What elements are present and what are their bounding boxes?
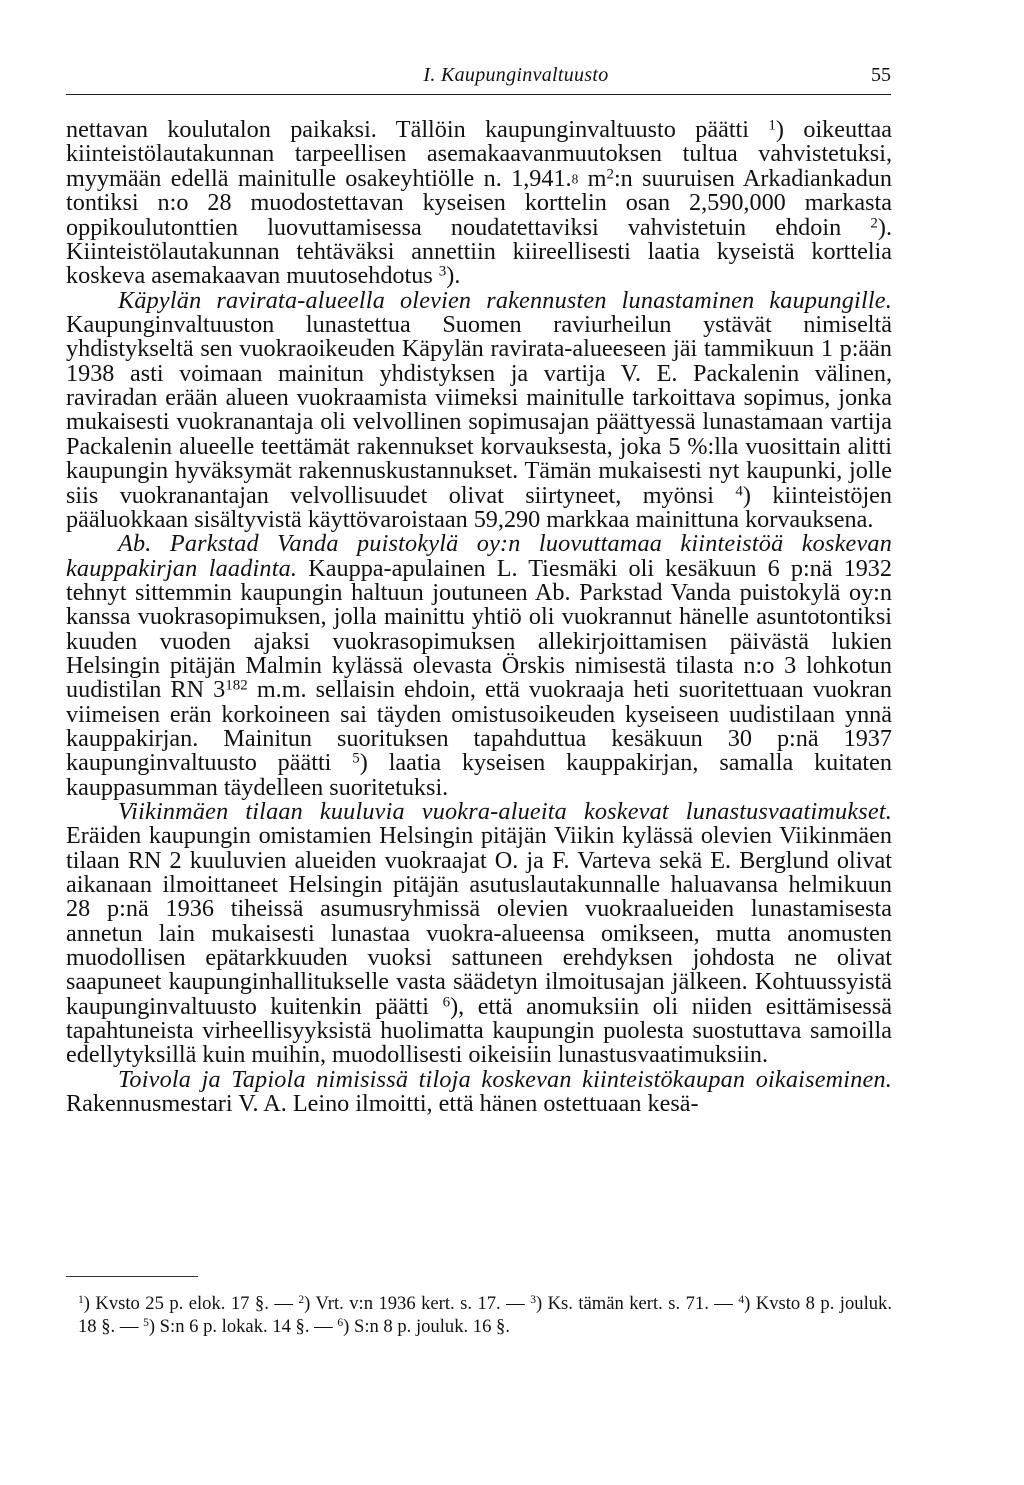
paragraph-viikinmaki bbox=[66, 797, 892, 1069]
text-run: ) laatia kyseisen kauppakirjan, samalla kuitaten kauppasumman täydelleen suoritetuksi. bbox=[66, 749, 892, 801]
text-run: nettavan koulutalon paikaksi. Tällöin kaupunginvaltuusto päätti bbox=[66, 116, 769, 143]
section-heading: Käpylän ravirata-alueella olevien rakennusten lunastaminen kaupungille. bbox=[118, 286, 892, 314]
section-heading: Viikinmäen tilaan kuuluvia vuokra-alueita koskevat lunastusvaatimukset. bbox=[118, 797, 892, 825]
footnote-ref: 2 bbox=[870, 215, 878, 232]
text-run: :n suuruisen Arkadiankadun tontiksi n:o 28 muodostettavan kyseisen korttelin osan 2,590,000 markasta oppikoulutonttien luovuttamisessa noudatettaviksi vahvistetuin ehdoin bbox=[66, 164, 892, 241]
footnote-text: ) S:n 6 p. lokak. 14 §. — bbox=[148, 1316, 338, 1337]
footnote-text: ) Ks. tämän kert. s. 71. — bbox=[535, 1293, 739, 1314]
footnote-marker: 3 bbox=[530, 1294, 536, 1307]
text-run: ), että anomuksiin oli niiden esittämisessä tapahtuneista virheellisyyksistä huolimatta kaupungin puolesta suostuttava samoilla edellytyksillä kuin muihin, muodollisesti oikeisiin lunastusvaatimuksiin. bbox=[66, 992, 892, 1069]
text-run: m bbox=[578, 164, 607, 192]
footnote-divider bbox=[66, 1276, 198, 1277]
text-run: Kauppa-apulainen L. Tiesmäki oli kesäkuun 6 p:nä 1932 tehnyt sittemmin kaupungin haltuun joutuneen Ab. Parkstad Vanda puistokylä oy:n kanssa vuokrasopimuksen, jolla mainittu yhtiö oli vuokrannut hänelle asuntotontiksi kuuden vuoden ajaksi vuokrasopimuksen allekirjoittamisen päivästä lukien Helsingin pitäjän Malmin kylässä olevasta Örskis nimisestä tilasta n:o 3 lohkotun uudistilan RN 3 bbox=[66, 554, 892, 704]
page-number: 55 bbox=[871, 64, 891, 86]
footnote-marker: 1 bbox=[78, 1294, 84, 1307]
footnote-ref: 5 bbox=[352, 750, 360, 767]
footnote-marker: 4 bbox=[738, 1294, 745, 1307]
section-heading: Ab. Parkstad Vanda puistokylä oy:n luovuttamaa kiinteistöä koskevan kauppakirjan laadinta. bbox=[66, 530, 892, 582]
paragraph-parkstad-vanda bbox=[66, 532, 892, 800]
running-title: I. Kaupunginvaltuusto bbox=[423, 64, 609, 86]
footnote-text: ) Vrt. v:n 1936 kert. s. 17. — bbox=[304, 1293, 531, 1314]
property-number: 182 bbox=[225, 677, 248, 694]
text-run: ). bbox=[446, 262, 461, 290]
text-run: ) kiinteistöjen pääluokkaan sisältyvistä käyttövaroistaan 59,290 markkaa mainittuna korvauksena. bbox=[66, 481, 892, 533]
footnote-text: ) S:n 8 p. jouluk. 16 §. bbox=[343, 1316, 510, 1337]
footnote-ref: 3 bbox=[438, 263, 447, 280]
footnote-marker: 2 bbox=[298, 1294, 305, 1307]
text-run: ). Kiinteistölautakunnan tehtäväksi annettiin kiireellisesti laatia kyseistä korttelia koskeva asemakaavan muutosehdotus bbox=[66, 213, 892, 290]
footnote-text: ) Kvsto 25 p. elok. 17 §. — bbox=[83, 1293, 299, 1314]
text-run: m.m. sellaisin ehdoin, että vuokraaja heti suoritettuaan vuokran viimeisen erän korkoineen sai täyden omistusoikeuden kyseiseen uudistilaan ynnä kauppakirjan. Mainitun suorituksen tapahduttua kesäkuun 30 p:nä 1937 kaupunginvaltuusto päätti bbox=[66, 676, 892, 777]
footnote-ref: 6 bbox=[442, 994, 451, 1011]
page-header bbox=[66, 60, 891, 95]
exponent: 2 bbox=[606, 166, 614, 183]
footnote-block bbox=[78, 1292, 892, 1338]
section-heading: Toivola ja Tapiola nimisissä tiloja koskevan kiinteistökaupan oikaiseminen. bbox=[118, 1065, 892, 1093]
paragraph-kapyla-racetrack bbox=[66, 286, 892, 533]
footnote-marker: 6 bbox=[337, 1317, 344, 1330]
footnotes bbox=[78, 1292, 892, 1338]
text-run: Rakennusmestari V. A. Leino ilmoitti, että hänen ostettuaan kesä- bbox=[66, 1090, 699, 1118]
text-run: Kaupunginvaltuuston lunastettua Suomen raviurheilun ystävät nimiseltä yhdistykseltä sen vuokraoikeuden Käpylän ravirata-alueeseen jäi tammikuun 1 p:ään 1938 asti voimaan mainitun yhdistyksen ja vartija V. E. Packalenin välinen, raviradan erään alueen vuokraamista viimeksi mainitulle tarkoittava sopimus, jonka mukaisesti vuokranantaja oli velvollinen sopimusajan päättyessä lunastamaan vartija Packalenin alueelle teettämät rakennukset korvauksesta, joka 5 %:lla vuosittain alitti kaupungin hyväksymät rakennuskustannukset. Tämän mukaisesti nyt kaupunki, jolle siis vuokranantajan velvollisuudet olivat siirtyneet, myönsi bbox=[66, 311, 892, 509]
footnote-ref: 1 bbox=[768, 117, 776, 134]
body-text bbox=[66, 118, 892, 1116]
footnote-text: ) Kvsto 8 p. jouluk. 18 §. — bbox=[78, 1293, 892, 1337]
footnote-marker: 5 bbox=[143, 1317, 149, 1330]
paragraph-school-site bbox=[66, 118, 892, 289]
text-run: Eräiden kaupungin omistamien Helsingin pitäjän Viikin kylässä olevien Viikinmäen tilaan RN 2 kuuluvien alueiden vuokraajat O. ja F. Varteva sekä E. Berglund olivat aikanaan ilmoittaneet Helsingin pitäjän asutuslautakunnalle haluavansa helmikuun 28 p:nä 1936 tiheissä asumusryhmissä olevien vuokraalueiden lunastamisesta annetun lain mukaisesti lunastaa vuokra-alueensa omikseen, mutta anomusten muodollisen epätarkkuuden vuoksi sattuneen erehdyksen johdosta ne olivat saapuneet kaupunginhallitukselle vasta säädetyn ilmoitusajan jälkeen. Kohtuussyistä kaupunginvaltuusto kuitenkin päätti bbox=[66, 822, 892, 1020]
text-run: ) oikeuttaa kiinteistölautakunnan tarpeellisen asemakaavanmuutoksen tultua vahvistetuksi, myymään edellä mainitulle osakeyhtiölle n. 1,941. bbox=[66, 116, 892, 192]
decimal-digit: 8 bbox=[571, 171, 579, 187]
paragraph-toivola-tapiola bbox=[66, 1065, 892, 1118]
footnote-ref: 4 bbox=[735, 483, 743, 499]
